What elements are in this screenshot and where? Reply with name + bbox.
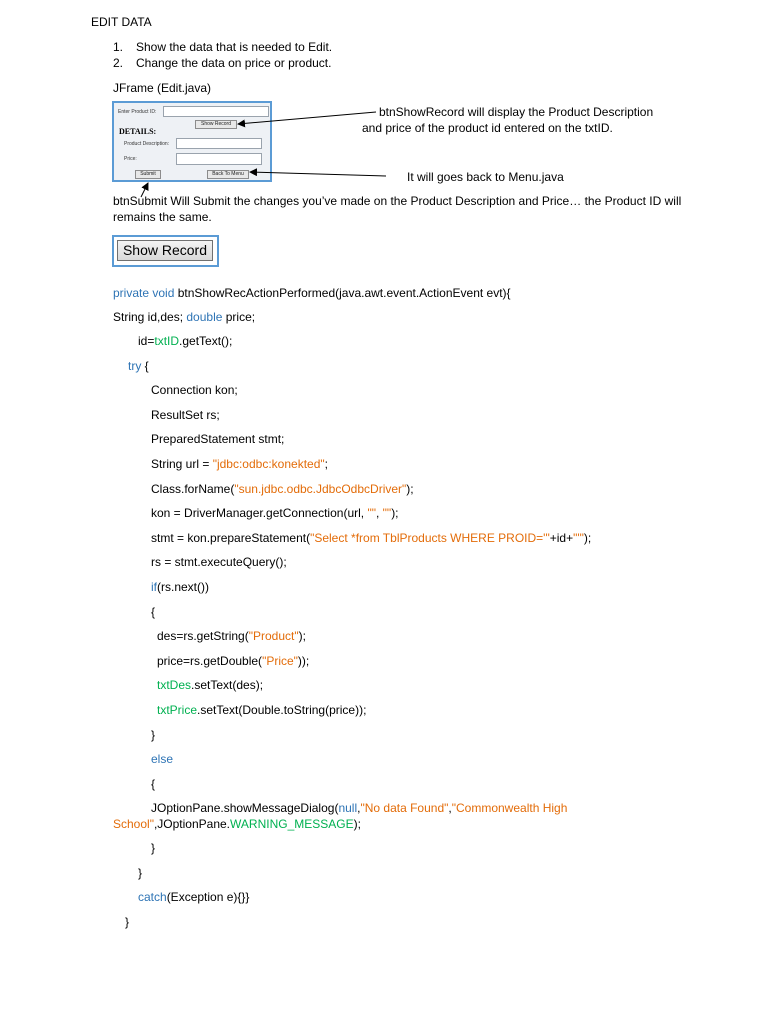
code-line: ResultSet rs; (151, 408, 220, 422)
code-line: String id,des; double price; (113, 310, 256, 324)
code-line: Connection kon; (151, 383, 238, 397)
code-line: private void btnShowRecActionPerformed(java.awt.event.ActionEvent evt){ (113, 286, 511, 300)
submit-note-line1: btnSubmit Will Submit the changes you’ve made on the Product Description and Price… the Product ID will (113, 194, 682, 208)
enter-product-id-label: Enter Product ID: (118, 109, 157, 115)
code-line: catch(Exception e){}} (138, 890, 250, 904)
back-to-menu-arrow (250, 172, 386, 176)
dialog-show-record-button[interactable]: Show Record (195, 120, 237, 129)
step-number-2: 2. (113, 56, 124, 70)
step-number-1: 1. (113, 40, 124, 54)
dialog-submit-button[interactable]: Submit (135, 170, 161, 179)
code-line: Class.forName("sun.jdbc.odbc.JdbcOdbcDriver"); (151, 482, 414, 496)
code-line: txtPrice.setText(Double.toString(price)); (157, 703, 367, 717)
details-label: DETAILS: (119, 127, 157, 136)
step-text-2: Change the data on price or product. (136, 56, 332, 70)
code-line: String url = "jdbc:odbc:konekted"; (151, 457, 328, 471)
code-line: if(rs.next()) (151, 580, 209, 594)
dialog-back-to-menu-button[interactable]: Back To Menu (207, 170, 249, 179)
code-line: des=rs.getString("Product"); (157, 629, 306, 643)
code-line: else (151, 752, 174, 766)
code-line: txtDes.setText(des); (157, 678, 264, 692)
show-record-note-line2: and price of the product id entered on the txtID. (362, 121, 613, 135)
submit-note-line2: remains the same. (113, 210, 212, 224)
show-record-arrow (238, 112, 376, 124)
code-line: { (151, 605, 156, 619)
price-label: Price: (124, 156, 137, 162)
code-line: } (151, 841, 156, 855)
product-description-label: Product Description: (124, 141, 170, 147)
code-line: kon = DriverManager.getConnection(url, "", ""); (151, 506, 399, 520)
code-line: rs = stmt.executeQuery(); (151, 555, 287, 569)
code-line: JOptionPane.showMessageDialog(null,"No data Found","Commonwealth High (151, 801, 568, 815)
show-record-button[interactable]: Show Record (117, 240, 213, 261)
step-text-1: Show the data that is needed to Edit. (136, 40, 333, 54)
code-line: { (151, 777, 156, 791)
code-line: } (138, 866, 143, 880)
code-line: } (151, 728, 156, 742)
page-title: EDIT DATA (91, 15, 152, 29)
code-line: stmt = kon.prepareStatement("Select *from TblProducts WHERE PROID='"+id+"'"); (151, 531, 592, 545)
code-line: School",JOptionPane.WARNING_MESSAGE); (113, 817, 361, 831)
code-line: PreparedStatement stmt; (151, 432, 285, 446)
show-record-note-line1: btnShowRecord will display the Product Description (379, 105, 654, 119)
code-line: price=rs.getDouble("Price")); (157, 654, 310, 668)
code-line: } (125, 915, 130, 929)
code-line: try { (128, 359, 149, 373)
back-note: It will goes back to Menu.java (407, 170, 564, 184)
show-record-button-frame (112, 235, 219, 267)
jframe-label: JFrame (Edit.java) (113, 81, 212, 95)
code-line: id=txtID.getText(); (138, 334, 233, 348)
